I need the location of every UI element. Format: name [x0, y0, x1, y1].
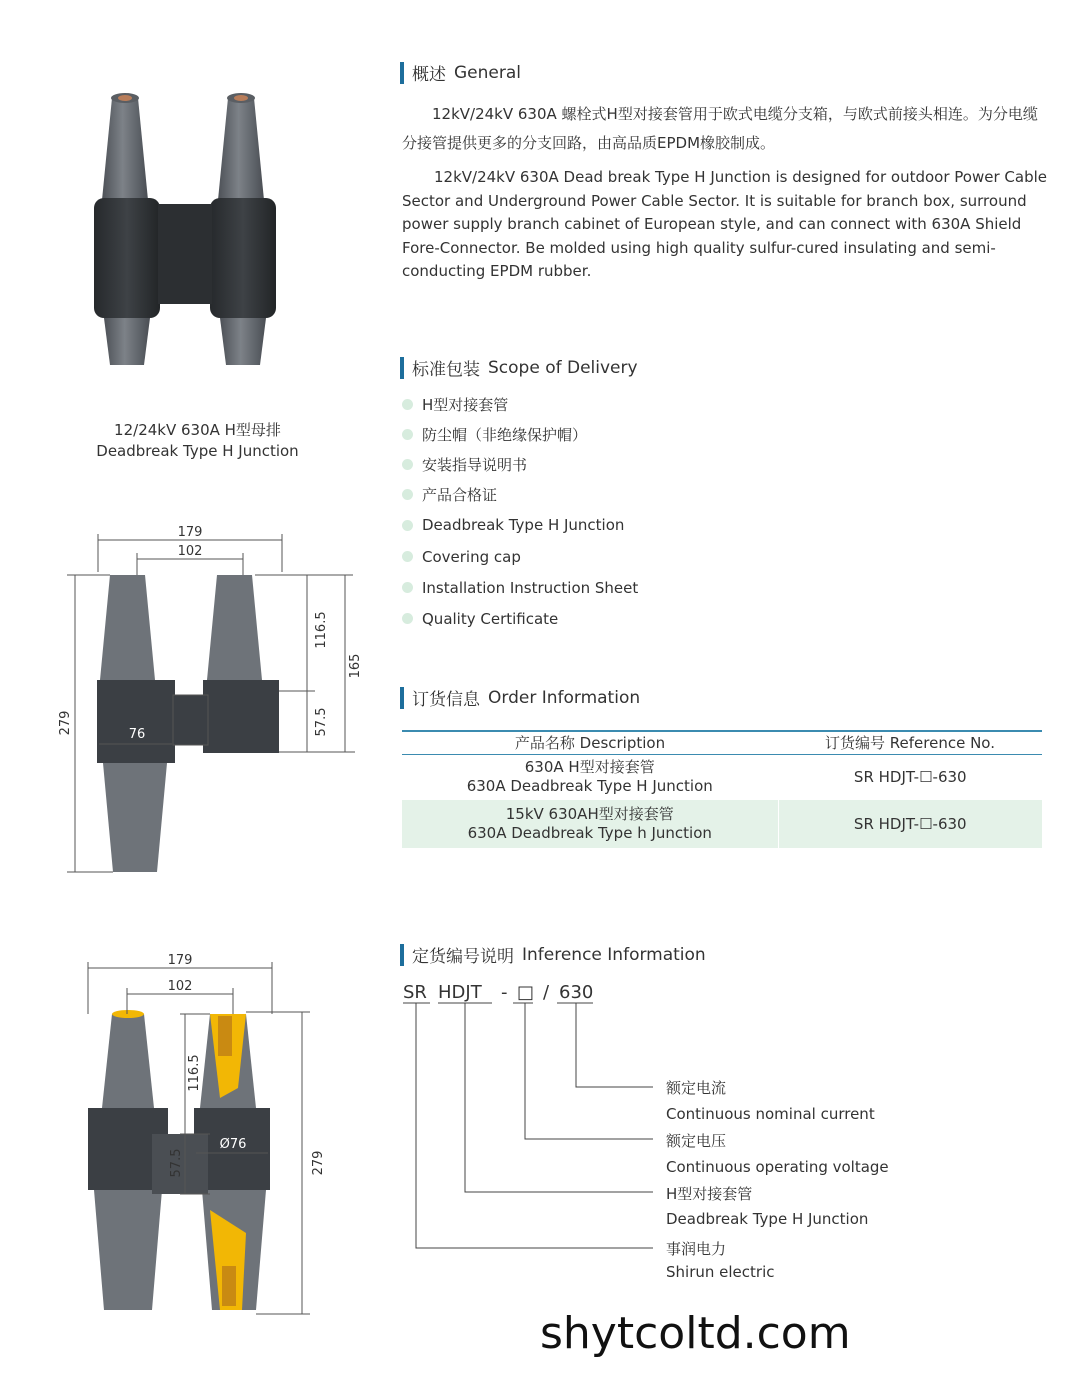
heading-accent-bar: [400, 62, 404, 84]
bullet-icon: [402, 613, 413, 624]
order-ref-cell: SR HDJT-☐-630: [778, 800, 1042, 848]
product-photo: [90, 90, 320, 380]
code-slash: /: [543, 982, 550, 1003]
dimension-drawing-1: [55, 520, 375, 880]
heading-accent-bar: [400, 687, 404, 709]
bullet-icon: [402, 429, 413, 440]
legend-voltage-zh: 额定电压: [666, 1132, 727, 1150]
delivery-heading: 标准包装 Scope of Delivery: [400, 355, 638, 380]
product-caption-en: Deadbreak Type H Junction: [96, 442, 299, 460]
bullet-icon: [402, 489, 413, 500]
code-part-brand: SR: [403, 982, 427, 1003]
legend-brand-en: Shirun electric: [666, 1263, 775, 1281]
bullet-icon: [402, 551, 413, 562]
dim1-width-total: 179: [177, 525, 203, 540]
dim2-height-bus: 57.5: [169, 1148, 184, 1178]
dim2-width-total: 179: [167, 953, 193, 968]
heading-accent-bar: [400, 944, 404, 966]
order-desc-cell: 15kV 630AH型对接套管 630A Deadbreak Type h Junction: [402, 800, 778, 848]
legend-current-en: Continuous nominal current: [666, 1105, 875, 1123]
code-dash: -: [501, 982, 508, 1003]
table-row: [402, 800, 1042, 848]
website-footer: shytcoltd.com: [540, 1308, 851, 1359]
legend-brand-zh: 事润电力: [666, 1240, 727, 1258]
order-desc-cell: 630A H型对接套管 630A Deadbreak Type H Junction: [466, 758, 713, 796]
dim2-body-diameter: Ø76: [219, 1137, 247, 1152]
list-item: Covering cap: [402, 541, 638, 572]
dim1-height-upper: 165: [348, 653, 363, 679]
legend-type-zh: H型对接套管: [666, 1185, 753, 1203]
list-item: Installation Instruction Sheet: [402, 572, 638, 603]
table-row: [402, 754, 1042, 800]
list-item: H型对接套管: [402, 389, 638, 419]
list-item: 防尘帽（非绝缘保护帽）: [402, 419, 638, 449]
order-heading: 订货信息 Order Information: [400, 685, 640, 710]
list-item: 安装指导说明书: [402, 449, 638, 479]
code-part-type: HDJT: [438, 982, 482, 1003]
heading-accent-bar: [400, 357, 404, 379]
dim2-height-top: 116.5: [187, 1054, 202, 1092]
dim2-width-inner: 102: [167, 979, 193, 994]
order-ref-cell: SR HDJT-☐-630: [778, 754, 1042, 800]
bullet-icon: [402, 520, 413, 531]
dim2-height-total: 279: [311, 1150, 326, 1176]
list-item: 产品合格证: [402, 479, 638, 509]
dim1-height-bus: 57.5: [314, 707, 329, 737]
list-item: Quality Certificate: [402, 603, 638, 634]
legend-voltage-en: Continuous operating voltage: [666, 1158, 889, 1176]
general-para-zh: 12kV/24kV 630A 螺栓式H型对接套管用于欧式电缆分支箱，与欧式前接头相连。为分电缆分接管提供更多的分支回路，由高品质EPDM橡胶制成。: [402, 105, 1038, 152]
dim1-width-inner: 102: [177, 544, 203, 559]
bullet-icon: [402, 459, 413, 470]
code-connector-lines: [400, 995, 680, 1265]
list-item: Deadbreak Type H Junction: [402, 509, 638, 541]
dim1-height-total: 279: [58, 710, 73, 736]
legend-current-zh: 额定电流: [666, 1079, 727, 1097]
delivery-list: [402, 389, 638, 634]
product-caption-zh: 12/24kV 630A H型母排: [114, 421, 281, 439]
dimension-drawing-2: [70, 948, 350, 1318]
bullet-icon: [402, 582, 413, 593]
code-part-voltage: □: [517, 982, 535, 1003]
order-col-reference: 订货编号 Reference No.: [778, 731, 1042, 754]
general-para-en: 12kV/24kV 630A Dead break Type H Junction is designed for outdoor Power Cable Sector and Underground Power Cable Sector. It is suitable for branch box, surround power supply branch cabinet of European style, and can connect with 630A Shield Fore-Connector. Be molded using high quality sulfur-cured insulating and semi-conducting EPDM rubber.: [402, 168, 1048, 280]
code-part-current: 630: [559, 982, 594, 1003]
bullet-icon: [402, 399, 413, 410]
order-table: [402, 730, 1042, 848]
dim1-height-top: 116.5: [314, 611, 329, 649]
inference-heading: 定货编号说明 Inference Information: [400, 942, 706, 967]
general-heading: 概述 General: [400, 60, 521, 85]
order-col-description: 产品名称 Description: [402, 731, 778, 754]
dim1-body-diameter: 76: [128, 727, 146, 742]
legend-type-en: Deadbreak Type H Junction: [666, 1210, 869, 1228]
